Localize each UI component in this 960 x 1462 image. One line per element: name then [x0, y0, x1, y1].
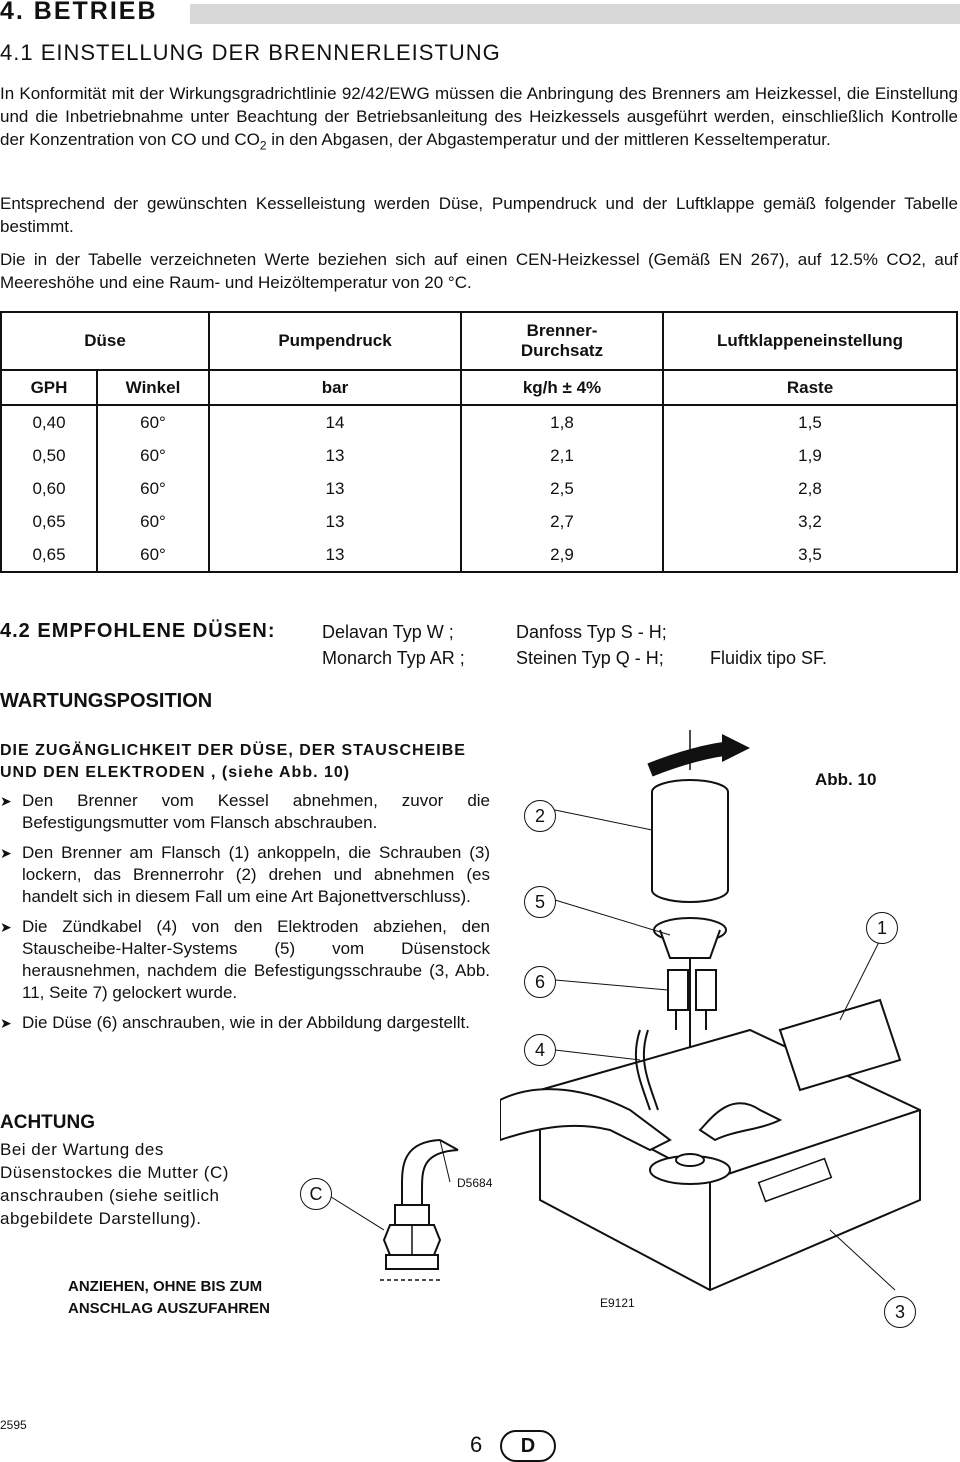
table-header-row [1, 312, 957, 370]
header-durchsatz: Brenner- Durchsatz [461, 312, 663, 370]
header-luftklappe: Luftklappeneinstellung [663, 312, 957, 370]
cell-raste: 3,2 [663, 505, 957, 538]
tighten-label: ANZIEHEN, OHNE BIS ZUM ANSCHLAG AUSZUFAHREN [68, 1278, 270, 1317]
callout-6: 6 [524, 966, 556, 998]
cell-bar: 13 [209, 505, 461, 538]
cell-winkel: 60° [97, 439, 209, 472]
burner-maintenance-illustration [500, 730, 958, 1350]
nozzle-figure-code: D5684 [457, 1176, 493, 1190]
cell-raste: 1,5 [663, 405, 957, 439]
arrow-bullet-icon: ➤ [0, 793, 12, 809]
cell-gph: 0,40 [1, 405, 97, 439]
arrow-bullet-icon: ➤ [0, 1015, 12, 1031]
callout-1: 1 [866, 912, 898, 944]
header-pumpendruck: Pumpendruck [209, 312, 461, 370]
cell-kgh: 2,1 [461, 439, 663, 472]
nozzle-holder-illustration [300, 1130, 520, 1310]
unit-gph: GPH [1, 370, 97, 405]
cell-winkel: 60° [97, 505, 209, 538]
cell-winkel: 60° [97, 472, 209, 505]
callout-2: 2 [524, 800, 556, 832]
header-duse: Düse [1, 312, 209, 370]
cell-kgh: 2,5 [461, 472, 663, 505]
table-units-row [1, 370, 957, 405]
arrow-bullet-icon: ➤ [0, 919, 12, 935]
burner-settings-table [0, 311, 958, 573]
nozzle-label-c: C [300, 1178, 332, 1210]
cell-gph: 0,65 [1, 538, 97, 572]
section-title: 4. BETRIEB [0, 0, 168, 26]
cell-bar: 13 [209, 538, 461, 572]
nozzle-fluidix: Fluidix tipo SF. [710, 648, 828, 668]
page-number: 6 [470, 1432, 483, 1457]
cell-raste: 2,8 [663, 472, 957, 505]
nozzle-danfoss: Danfoss Typ S - H; [516, 622, 667, 642]
figure-label: Abb. 10 [815, 770, 877, 789]
cell-gph: 0,65 [1, 505, 97, 538]
unit-bar: bar [209, 370, 461, 405]
unit-kgh: kg/h ± 4% [461, 370, 663, 405]
maintenance-subtitle: DIE ZUGÄNGLICHKEIT DER DÜSE, DER STAUSCHEIBE UND DEN ELEKTRODEN , (siehe Abb. 10) [0, 742, 466, 781]
cell-raste: 3,5 [663, 538, 957, 572]
cell-bar: 13 [209, 472, 461, 505]
section-header [0, 0, 960, 26]
maintenance-steps [0, 790, 490, 1042]
cell-bar: 13 [209, 439, 461, 472]
cell-raste: 1,9 [663, 439, 957, 472]
arrow-bullet-icon: ➤ [0, 845, 12, 861]
cell-kgh: 2,9 [461, 538, 663, 572]
subsection-title-4-1: 4.1 EINSTELLUNG DER BRENNERLEISTUNG [0, 40, 501, 65]
table-row [1, 472, 957, 505]
burner-figure-code: E9121 [600, 1296, 635, 1310]
list-item: ➤ Die Düse (6) anschrauben, wie in der Abbildung dargestellt. [0, 1013, 470, 1032]
paragraph-1: In Konformität mit der Wirkungsgradrichtlinie 92/42/EWG müssen die Anbringung des Brenners am Heizkessel, die Einstellung und die Inbetriebnahme unter Beachtung der Betriebsanleitung des Heizkessels ausgeführt werden, einschließlich Kontrolle der Konzentration von CO und $CO_2$ in den Abgasen, der Abgastemperatur und der mittleren Kesseltemperatur. [0, 84, 958, 153]
nozzle-steinen: Steinen Typ Q - H; [516, 648, 664, 668]
cell-kgh: 1,8 [461, 405, 663, 439]
cell-winkel: 60° [97, 405, 209, 439]
callout-5: 5 [524, 886, 556, 918]
nozzle-delavan: Delavan Typ W ; [322, 622, 454, 642]
list-item: ➤ Die Zündkabel (4) von den Elektroden abziehen, den Stauscheibe-Halter-Systems (5) vom Düsenstock herausnehmen, nachdem die Befestigungsschraube (3, Abb. 11, Seite 7) gelockert wurde. [0, 917, 490, 1002]
table-row [1, 405, 957, 439]
unit-winkel: Winkel [97, 370, 209, 405]
nozzle-monarch: Monarch Typ AR ; [322, 648, 465, 668]
language-badge: D [500, 1430, 556, 1462]
table-row [1, 439, 957, 472]
warning-text: Bei der Wartung des Düsenstockes die Mutter (C) anschrauben (siehe seitlich abgebildete Darstellung). [0, 1140, 229, 1228]
table-row [1, 538, 957, 572]
warning-title: ACHTUNG [0, 1112, 95, 1133]
cell-gph: 0,60 [1, 472, 97, 505]
subsection-title-4-2: 4.2 EMPFOHLENE DÜSEN: [0, 620, 276, 642]
cell-winkel: 60° [97, 538, 209, 572]
callout-4: 4 [524, 1034, 556, 1066]
paragraph-3: Die in der Tabelle verzeichneten Werte beziehen sich auf einen CEN-Heizkessel (Gemäß EN 267), auf 12.5% CO2, auf Meereshöhe und eine Raum- und Heizöltemperatur von 20 °C. [0, 250, 958, 292]
document-code: 2595 [0, 1418, 27, 1432]
table-row [1, 505, 957, 538]
cell-kgh: 2,7 [461, 505, 663, 538]
callout-3: 3 [884, 1296, 916, 1328]
list-item: ➤ Den Brenner vom Kessel abnehmen, zuvor die Befestigungsmutter vom Flansch abschrauben. [0, 791, 490, 832]
list-item: ➤ Den Brenner am Flansch (1) ankoppeln, die Schrauben (3) lockern, das Brennerrohr (2) drehen und abnehmen (es handelt sich in diesem Fall um eine Art Bajonettverschluss). [0, 843, 490, 906]
header-rule [190, 4, 960, 24]
unit-raste: Raste [663, 370, 957, 405]
cell-gph: 0,50 [1, 439, 97, 472]
cell-bar: 14 [209, 405, 461, 439]
paragraph-2: Entsprechend der gewünschten Kesselleistung werden Düse, Pumpendruck und der Luftklappe gemäß folgender Tabelle bestimmt. [0, 194, 958, 236]
maintenance-title: WARTUNGSPOSITION [0, 690, 213, 712]
